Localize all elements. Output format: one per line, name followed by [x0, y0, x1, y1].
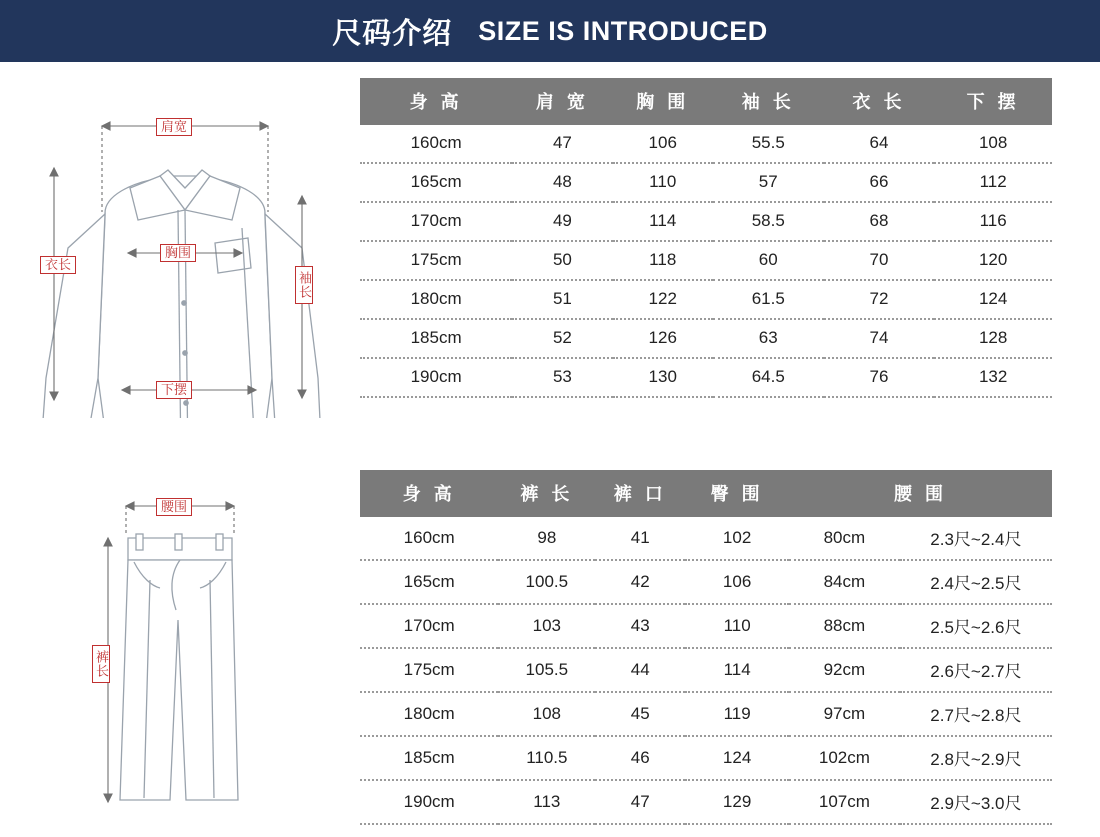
page-title-cn: 尺码介绍 [332, 17, 453, 50]
cell: 116 [934, 202, 1052, 241]
table-header-row [360, 470, 1052, 517]
cell: 46 [595, 736, 685, 780]
column-header: 下 摆 [934, 78, 1052, 125]
cell: 2.9尺~3.0尺 [900, 780, 1052, 824]
cell: 126 [613, 319, 713, 358]
table-row [360, 241, 1052, 280]
cell: 119 [685, 692, 789, 736]
cell: 113 [498, 780, 595, 824]
cell: 128 [934, 319, 1052, 358]
table-row [360, 319, 1052, 358]
column-header: 衣 长 [824, 78, 935, 125]
cell: 2.4尺~2.5尺 [900, 560, 1052, 604]
cell: 88cm [789, 604, 900, 648]
shirt-chest-label: 胸围 [160, 244, 196, 262]
cell: 92cm [789, 648, 900, 692]
cell: 2.5尺~2.6尺 [900, 604, 1052, 648]
cell: 114 [613, 202, 713, 241]
shirt-sleeve-label: 袖长 [295, 266, 313, 304]
cell: 185cm [360, 319, 512, 358]
cell: 108 [498, 692, 595, 736]
table-row [360, 560, 1052, 604]
cell: 60 [713, 241, 824, 280]
cell: 112 [934, 163, 1052, 202]
cell: 180cm [360, 692, 498, 736]
cell: 160cm [360, 517, 498, 560]
table-row [360, 604, 1052, 648]
cell: 129 [685, 780, 789, 824]
cell: 51 [512, 280, 612, 319]
cell: 97cm [789, 692, 900, 736]
column-header: 腰 围 [789, 470, 1052, 517]
cell: 160cm [360, 125, 512, 163]
cell: 66 [824, 163, 935, 202]
column-header: 肩 宽 [512, 78, 612, 125]
cell: 72 [824, 280, 935, 319]
cell: 102cm [789, 736, 900, 780]
cell: 190cm [360, 358, 512, 397]
column-header: 袖 长 [713, 78, 824, 125]
cell: 124 [934, 280, 1052, 319]
cell: 98 [498, 517, 595, 560]
cell: 114 [685, 648, 789, 692]
cell: 103 [498, 604, 595, 648]
cell: 124 [685, 736, 789, 780]
table-row [360, 780, 1052, 824]
column-header: 身 高 [360, 78, 512, 125]
cell: 68 [824, 202, 935, 241]
cell: 110.5 [498, 736, 595, 780]
cell: 2.8尺~2.9尺 [900, 736, 1052, 780]
pants-size-table [360, 470, 1052, 825]
cell: 180cm [360, 280, 512, 319]
cell: 105.5 [498, 648, 595, 692]
cell: 165cm [360, 163, 512, 202]
cell: 170cm [360, 604, 498, 648]
page-title-en: SIZE IS INTRODUCED [478, 15, 768, 46]
column-header: 胸 围 [613, 78, 713, 125]
shirt-size-table [360, 78, 1052, 398]
cell: 175cm [360, 648, 498, 692]
cell: 64.5 [713, 358, 824, 397]
cell: 120 [934, 241, 1052, 280]
cell: 57 [713, 163, 824, 202]
cell: 52 [512, 319, 612, 358]
cell: 74 [824, 319, 935, 358]
table-row [360, 736, 1052, 780]
cell: 47 [512, 125, 612, 163]
cell: 175cm [360, 241, 512, 280]
table-row [360, 692, 1052, 736]
cell: 102 [685, 517, 789, 560]
pants-waist-label: 腰围 [156, 498, 192, 516]
cell: 118 [613, 241, 713, 280]
cell: 130 [613, 358, 713, 397]
cell: 58.5 [713, 202, 824, 241]
pants-table-wrap [360, 470, 1052, 830]
table-row [360, 163, 1052, 202]
cell: 108 [934, 125, 1052, 163]
cell: 84cm [789, 560, 900, 604]
cell: 106 [685, 560, 789, 604]
table-row [360, 648, 1052, 692]
cell: 45 [595, 692, 685, 736]
cell: 76 [824, 358, 935, 397]
cell: 53 [512, 358, 612, 397]
pants-figure [10, 470, 350, 830]
column-header: 裤 长 [498, 470, 595, 517]
cell: 107cm [789, 780, 900, 824]
shirt-shoulder-label: 肩宽 [156, 118, 192, 136]
cell: 48 [512, 163, 612, 202]
table-row [360, 280, 1052, 319]
cell: 165cm [360, 560, 498, 604]
cell: 43 [595, 604, 685, 648]
cell: 70 [824, 241, 935, 280]
cell: 55.5 [713, 125, 824, 163]
cell: 190cm [360, 780, 498, 824]
table-header-row [360, 78, 1052, 125]
column-header: 臀 围 [685, 470, 789, 517]
table-row [360, 125, 1052, 163]
table-row [360, 517, 1052, 560]
cell: 63 [713, 319, 824, 358]
shirt-length-label: 衣长 [40, 256, 76, 274]
column-header: 裤 口 [595, 470, 685, 517]
cell: 44 [595, 648, 685, 692]
cell: 47 [595, 780, 685, 824]
cell: 2.3尺~2.4尺 [900, 517, 1052, 560]
table-row [360, 358, 1052, 397]
cell: 122 [613, 280, 713, 319]
cell: 49 [512, 202, 612, 241]
cell: 110 [613, 163, 713, 202]
pants-illustration [10, 470, 340, 830]
cell: 50 [512, 241, 612, 280]
cell: 42 [595, 560, 685, 604]
cell: 61.5 [713, 280, 824, 319]
cell: 170cm [360, 202, 512, 241]
page-header [0, 0, 1100, 62]
column-header: 身 高 [360, 470, 498, 517]
pants-section [0, 470, 1100, 830]
shirt-table-wrap [360, 78, 1052, 428]
shirt-figure [10, 78, 350, 418]
cell: 41 [595, 517, 685, 560]
cell: 80cm [789, 517, 900, 560]
cell: 106 [613, 125, 713, 163]
cell: 110 [685, 604, 789, 648]
shirt-section [0, 78, 1100, 428]
table-row [360, 202, 1052, 241]
cell: 2.7尺~2.8尺 [900, 692, 1052, 736]
shirt-hem-label: 下摆 [156, 381, 192, 399]
cell: 64 [824, 125, 935, 163]
cell: 185cm [360, 736, 498, 780]
pants-length-label: 裤长 [92, 645, 110, 683]
cell: 132 [934, 358, 1052, 397]
cell: 100.5 [498, 560, 595, 604]
cell: 2.6尺~2.7尺 [900, 648, 1052, 692]
